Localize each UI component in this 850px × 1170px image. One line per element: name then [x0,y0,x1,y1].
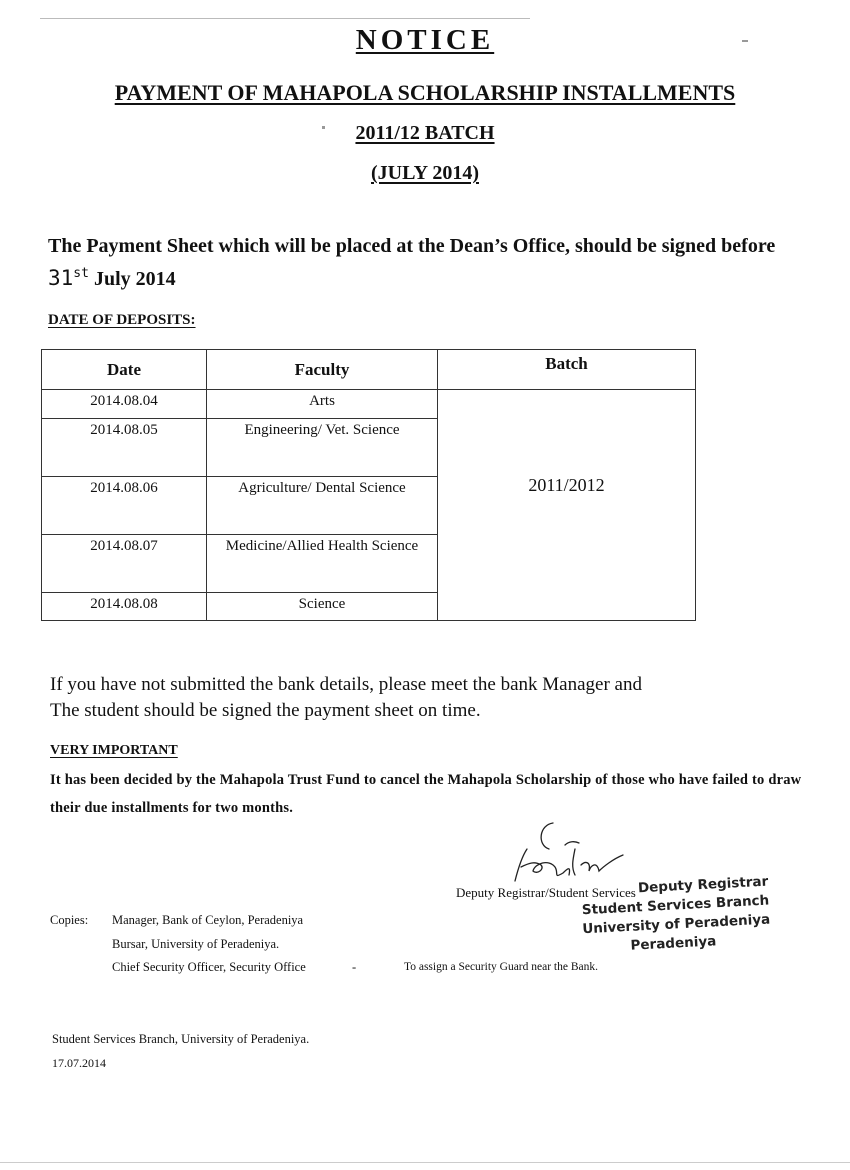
deposit-faculty: Agriculture/ Dental Science [207,477,438,535]
copy-recipient: Manager, Bank of Ceylon, Peradeniya [112,913,304,927]
deposit-date: 2014.08.07 [42,535,207,593]
issuing-branch: Student Services Branch, University of Peradeniya. [52,1032,310,1046]
scan-line [40,18,530,19]
deposit-date: 2014.08.05 [42,419,207,477]
batch-line: 2011/12 BATCH [355,122,495,144]
copy-separator: - [352,960,357,974]
month-line: (JULY 2014) [371,162,479,184]
guard-note: To assign a Security Guard near the Bank. [404,961,599,973]
column-header-batch: Batch [438,350,696,390]
signatory-title: Deputy Registrar/Student Services [456,885,636,900]
column-header-date: Date [42,350,207,390]
instruction-text: The Payment Sheet which will be placed at the Dean’s Office, should be signed before [48,235,776,257]
column-header-faculty: Faculty [207,350,438,390]
deposit-faculty: Engineering/ Vet. Science [207,419,438,477]
copy-recipient: Bursar, University of Peradeniya. [112,937,280,951]
issue-date: 17.07.2014 [52,1056,106,1070]
deposits-heading: DATE OF DEPOSITS: [48,312,196,328]
deposit-schedule-table [41,349,696,621]
table-row [42,390,696,419]
bank-details-note: If you have not submitted the bank details, please meet the bank Manager and The student should be signed the payment sheet on time. [50,674,642,721]
notice-subject: PAYMENT OF MAHAPOLA SCHOLARSHIP INSTALLMENTS [114,80,736,105]
official-stamp: Deputy Registrar Student Services Branch University of Peradeniya Peradeniya [581,873,771,954]
deposit-faculty: Arts [207,390,438,419]
deposit-date: 2014.08.08 [42,593,207,621]
table-header-row [42,350,696,390]
very-important-text: It has been decided by the Mahapola Trust Fund to cancel the Mahapola Scholarship of those who have failed to draw their due installments for two months. [50,772,802,816]
scan-line [0,1162,850,1163]
batch-value: 2011/2012 [438,390,696,621]
handwritten-date: 31st [48,266,89,290]
instruction-paragraph [48,232,808,293]
deposit-date: 2014.08.04 [42,390,207,419]
notice-title: NOTICE [355,24,495,56]
very-important-heading: VERY IMPORTANT [50,743,178,758]
deposit-faculty: Science [207,593,438,621]
instruction-month-year: July 2014 [93,268,176,290]
copies-label: Copies: [50,913,89,927]
deposit-faculty: Medicine/Allied Health Science [207,535,438,593]
deposit-date: 2014.08.06 [42,477,207,535]
copy-recipient: Chief Security Officer, Security Office [112,960,306,974]
